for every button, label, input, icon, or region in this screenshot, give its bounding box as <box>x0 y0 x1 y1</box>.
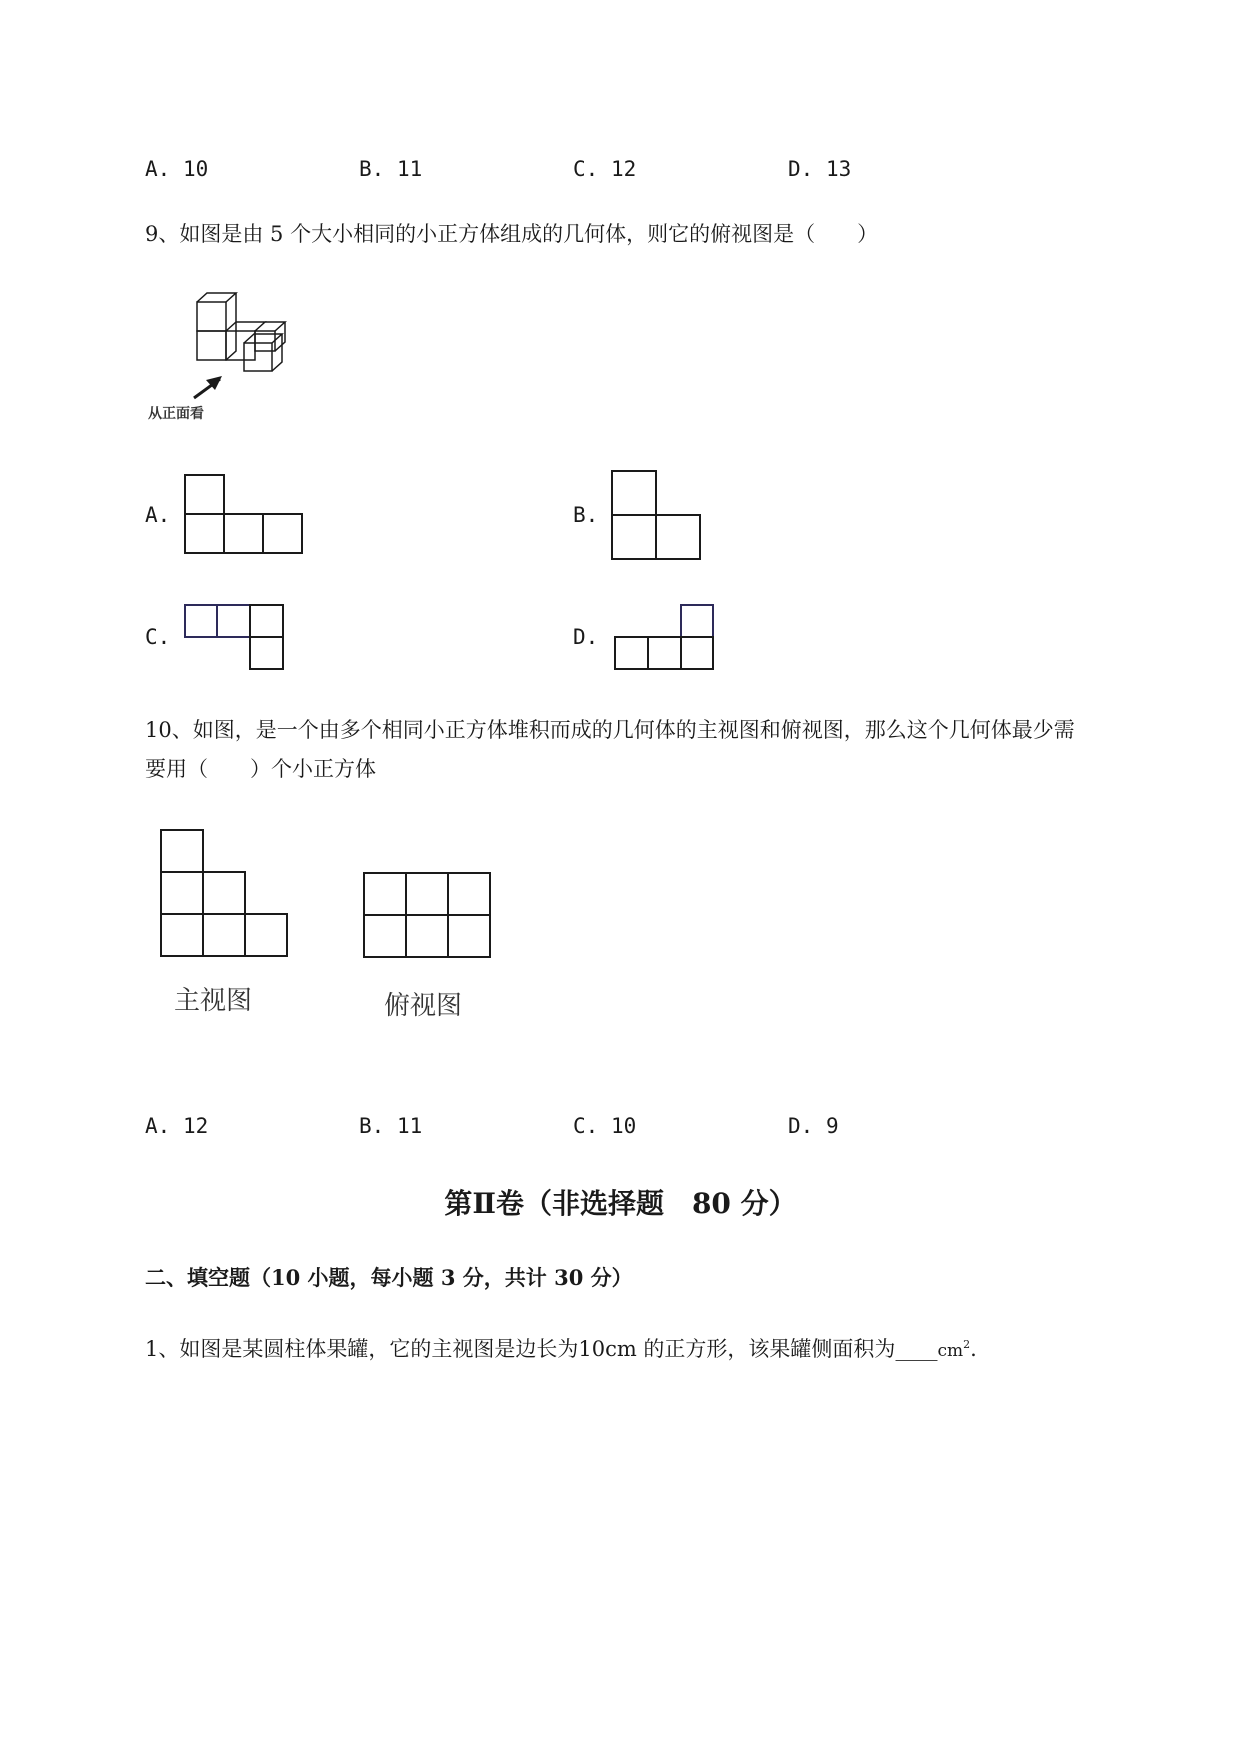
q8-option-b: B. 11 <box>359 157 423 181</box>
q9-question: 9、如图是由 5 个大小相同的小正方体组成的几何体，则它的俯视图是（ ） <box>145 222 879 246</box>
q10-option-c: C. 10 <box>573 1114 637 1138</box>
q10-option-b: B. 11 <box>359 1114 423 1138</box>
q10-option-a: A. 12 <box>145 1114 209 1138</box>
q10-top-view <box>363 872 493 960</box>
q9-option-b-figure <box>611 470 703 562</box>
q9-option-d-figure <box>614 604 716 670</box>
q9-option-a-label: A. <box>145 503 171 527</box>
unit: cm <box>937 1341 964 1361</box>
q10-option-d: D. 9 <box>788 1114 839 1138</box>
q8-option-c: C. 12 <box>573 157 637 181</box>
q8-option-a: A. 10 <box>145 157 209 181</box>
fill-question-1-text: 1、如图是某圆柱体果罐，它的主视图是边长为10cm 的正方形，该果罐侧面积为 <box>145 1337 896 1361</box>
q9-option-a-figure <box>184 474 304 556</box>
q9-figure-caption: 从正面看 <box>148 406 204 422</box>
q10-front-view <box>160 829 290 959</box>
period: . <box>970 1337 977 1361</box>
q8-option-d: D. 13 <box>788 157 852 181</box>
q10-question-line2: 要用（ ）个小正方体 <box>145 757 376 781</box>
section-title: 第Ⅱ卷（非选择题 80 分） <box>444 1187 797 1220</box>
q10-front-view-caption: 主视图 <box>174 986 253 1016</box>
q10-question-line1: 10、如图，是一个由多个相同小正方体堆积而成的几何体的主视图和俯视图，那么这个几何体最少需 <box>145 718 1075 742</box>
answer-blank[interactable]: ____ <box>895 1337 938 1361</box>
unit-superscript: 2 <box>963 1338 971 1351</box>
section-heading: 二、填空题（10 小题，每小题 3 分，共计 30 分） <box>145 1265 633 1290</box>
q9-option-b-label: B. <box>573 503 599 527</box>
fill-question-1 <box>145 1330 977 1366</box>
q10-top-view-caption: 俯视图 <box>384 991 463 1021</box>
q9-option-c-figure <box>184 604 288 670</box>
q9-option-c-label: C. <box>145 625 171 649</box>
q9-option-d-label: D. <box>573 625 599 649</box>
